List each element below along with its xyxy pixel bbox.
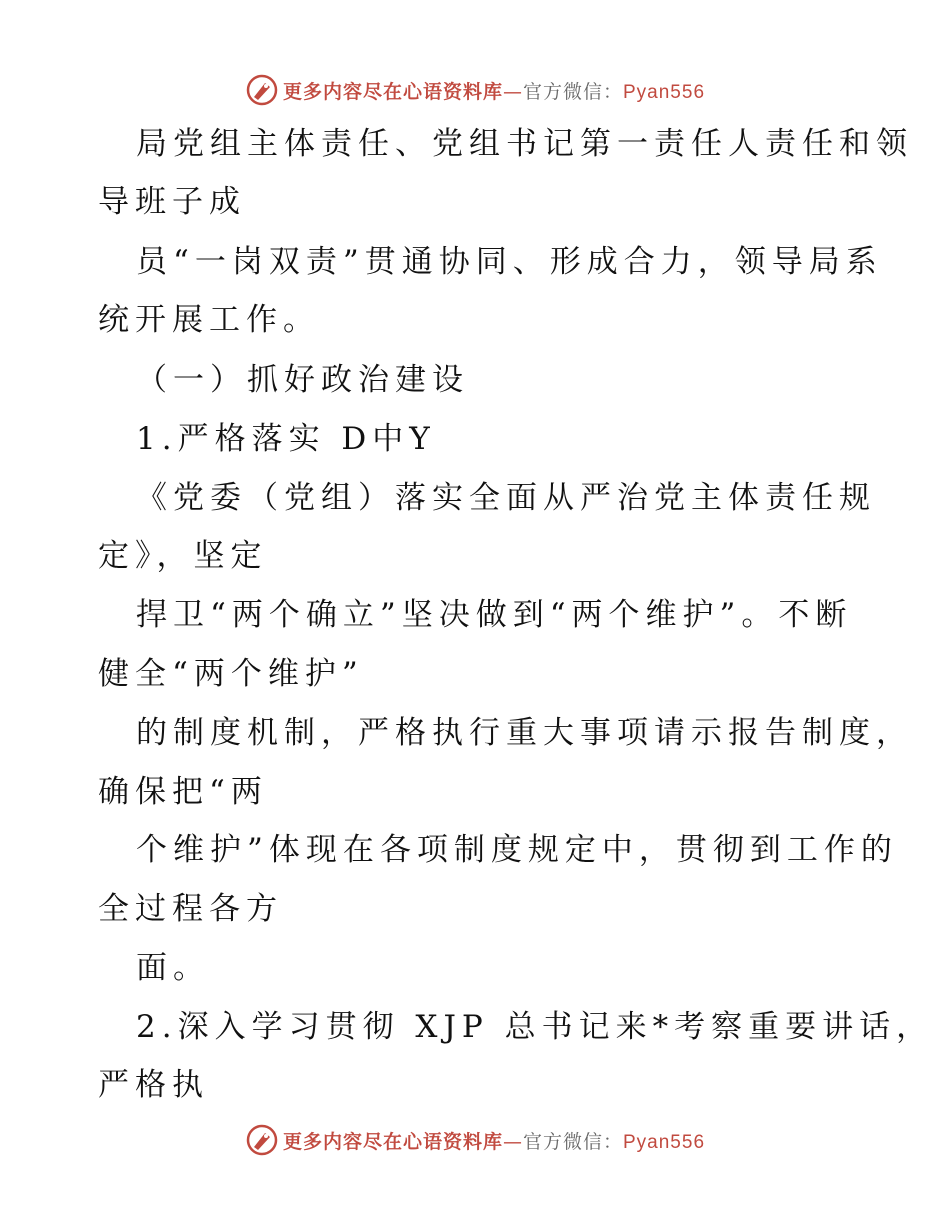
pen-nib-logo-icon — [245, 1123, 279, 1157]
watermark-wechat-label: 官方微信： — [522, 80, 623, 103]
body-line: 2.深入学习贯彻 XJP 总书记来*考察重要讲话， — [136, 1009, 934, 1045]
body-line: 的制度机制，严格执行重大事项请示报告制度， — [136, 715, 913, 751]
watermark-main-text: 更多内容尽在心语资料库 — [282, 80, 503, 103]
watermark-dash: — — [502, 1130, 523, 1153]
page-header-watermark — [0, 70, 950, 110]
watermark-wechat-id: Pyan556 — [623, 81, 706, 103]
body-line: 导班子成 — [98, 184, 246, 220]
body-line: 统开展工作。 — [98, 302, 320, 338]
watermark-dash: — — [502, 80, 523, 103]
body-line: 《党委（党组）落实全面从严治党主体责任规 — [136, 480, 876, 516]
body-line: 员“一岗双责”贯通协同、形成合力，领导局系 — [136, 244, 883, 280]
watermark-wechat-id: Pyan556 — [623, 1131, 706, 1153]
body-line: 严格执 — [98, 1067, 209, 1103]
body-line: 全过程各方 — [98, 891, 283, 927]
body-line: 1.严格落实 D中Y — [136, 421, 436, 457]
page-footer-watermark — [0, 1120, 950, 1160]
body-line: 定》，坚定 — [98, 538, 268, 574]
watermark-wechat-label: 官方微信： — [522, 1130, 623, 1153]
section-heading: （一）抓好政治建设 — [136, 362, 469, 398]
watermark-main-text: 更多内容尽在心语资料库 — [282, 1130, 503, 1153]
body-line: 健全“两个维护” — [98, 656, 364, 692]
body-line: 捍卫“两个确立”坚决做到“两个维护”。不断 — [136, 597, 853, 633]
body-line: 局党组主体责任、党组书记第一责任人责任和领 — [136, 126, 913, 162]
body-line: 个维护”体现在各项制度规定中，贯彻到工作的 — [136, 832, 898, 868]
body-line: 面。 — [136, 950, 210, 986]
pen-nib-logo-icon — [245, 73, 279, 107]
body-line: 确保把“两 — [98, 774, 268, 810]
